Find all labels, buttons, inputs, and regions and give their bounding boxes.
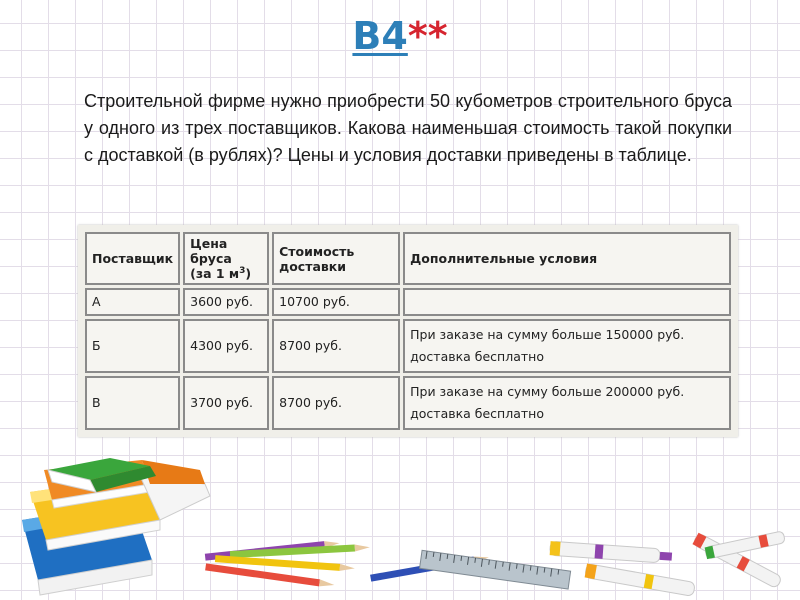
header-price: Цена бруса (за 1 $м^3$) bbox=[183, 232, 269, 285]
price-table bbox=[82, 229, 734, 433]
cell-conditions: При заказе на сумму больше 200000 руб. доставка бесплатно bbox=[403, 376, 731, 430]
header-supplier: Поставщик bbox=[85, 232, 180, 285]
header-conditions: Дополнительные условия bbox=[403, 232, 731, 285]
school-supplies-illustration bbox=[0, 440, 800, 600]
table-header-row bbox=[85, 232, 731, 285]
problem-text: Строительной фирме нужно приобрести 50 кубометров строительного бруса у одного из трех поставщиков. Какова наименьшая стоимость такой покупки с доставкой (в рублях)? Цены и условия доставки приведены в таблице. bbox=[84, 91, 732, 165]
header-delivery: Стоимость доставки bbox=[272, 232, 400, 285]
cell-delivery: 8700 руб. bbox=[272, 376, 400, 430]
cell-supplier: В bbox=[85, 376, 180, 430]
cell-supplier: А bbox=[85, 288, 180, 315]
cell-price: 3600 руб. bbox=[183, 288, 269, 315]
cell-price: 4300 руб. bbox=[183, 319, 269, 373]
price-table-frame bbox=[78, 225, 738, 437]
difficulty-stars: ** bbox=[407, 14, 448, 58]
task-label: B4 bbox=[352, 14, 408, 58]
table-row bbox=[85, 319, 731, 373]
cell-price: 3700 руб. bbox=[183, 376, 269, 430]
slide-title bbox=[0, 14, 800, 58]
cell-conditions bbox=[403, 288, 731, 315]
cell-delivery: 8700 руб. bbox=[272, 319, 400, 373]
table-row bbox=[85, 288, 731, 315]
cell-delivery: 10700 руб. bbox=[272, 288, 400, 315]
ruler-icon bbox=[420, 550, 571, 589]
cell-conditions: При заказе на сумму больше 150000 руб. доставка бесплатно bbox=[403, 319, 731, 373]
stack-of-books-icon bbox=[22, 458, 210, 595]
markers-icon bbox=[550, 531, 786, 597]
table-row bbox=[85, 376, 731, 430]
cell-supplier: Б bbox=[85, 319, 180, 373]
